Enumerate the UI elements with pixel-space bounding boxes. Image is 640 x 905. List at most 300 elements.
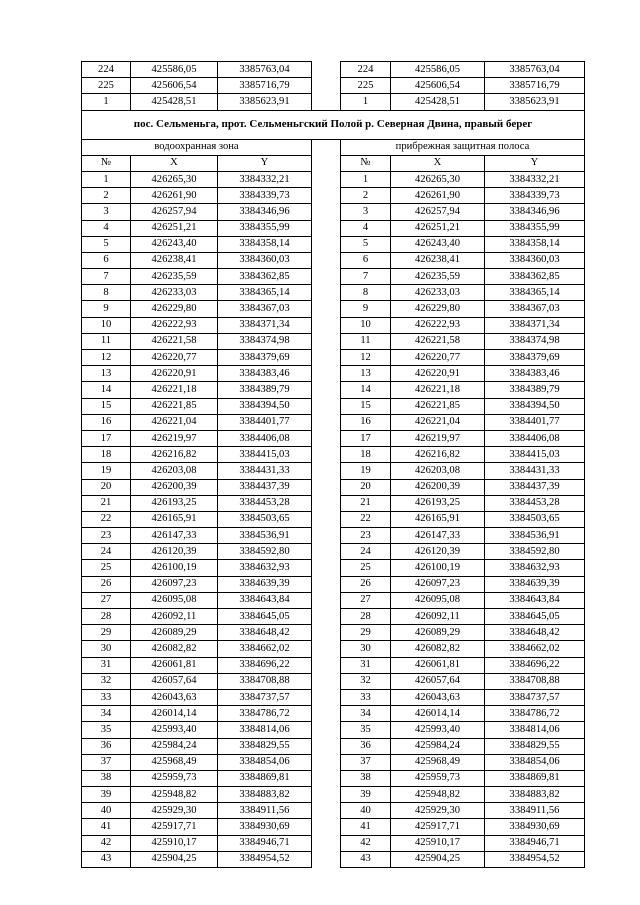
right-y-cell: 3384737,57 xyxy=(485,689,585,705)
left-num-cell: 38 xyxy=(82,770,131,786)
right-y-cell: 3384536,91 xyxy=(485,528,585,544)
left-x-cell: 426257,94 xyxy=(131,204,218,220)
table-row xyxy=(82,414,585,430)
left-y-cell: 3384346,96 xyxy=(218,204,312,220)
left-num-cell: 225 xyxy=(82,78,131,94)
right-y-cell: 3384379,69 xyxy=(485,350,585,366)
table-row xyxy=(82,722,585,738)
left-num-cell: 36 xyxy=(82,738,131,754)
left-x-cell: 425428,51 xyxy=(131,94,218,110)
left-num-cell: 41 xyxy=(82,819,131,835)
right-num-cell: 20 xyxy=(341,479,391,495)
right-y-cell: 3384415,03 xyxy=(485,447,585,463)
right-num-cell: 6 xyxy=(341,252,391,268)
right-num-cell: 1 xyxy=(341,171,391,187)
left-num-cell: 23 xyxy=(82,528,131,544)
left-x-cell: 426216,82 xyxy=(131,447,218,463)
column-gap xyxy=(312,544,341,560)
right-num-cell: 2 xyxy=(341,188,391,204)
table-row xyxy=(82,689,585,705)
left-y-cell: 3384954,52 xyxy=(218,851,312,867)
table-row xyxy=(82,317,585,333)
right-num-cell: 23 xyxy=(341,528,391,544)
right-x-cell: 426095,08 xyxy=(391,592,485,608)
left-y-cell: 3385716,79 xyxy=(218,78,312,94)
column-gap xyxy=(312,738,341,754)
left-num-cell: 9 xyxy=(82,301,131,317)
left-num-cell: 43 xyxy=(82,851,131,867)
left-num-cell: 26 xyxy=(82,576,131,592)
column-gap xyxy=(312,609,341,625)
right-x-cell: 426097,23 xyxy=(391,576,485,592)
left-y-cell: 3384632,93 xyxy=(218,560,312,576)
right-num-cell: 41 xyxy=(341,819,391,835)
right-x-cell: 425910,17 xyxy=(391,835,485,851)
right-num-cell: 37 xyxy=(341,754,391,770)
left-num-cell: 39 xyxy=(82,787,131,803)
column-gap xyxy=(312,317,341,333)
column-gap xyxy=(312,835,341,851)
left-y-cell: 3384389,79 xyxy=(218,382,312,398)
coordinates-document xyxy=(81,61,584,868)
right-num-cell: 43 xyxy=(341,851,391,867)
table-row xyxy=(82,236,585,252)
left-x-cell: 426265,30 xyxy=(131,171,218,187)
right-y-cell: 3384708,88 xyxy=(485,673,585,689)
left-y-cell: 3384332,21 xyxy=(218,171,312,187)
right-x-cell: 426043,63 xyxy=(391,689,485,705)
left-x-cell: 426097,23 xyxy=(131,576,218,592)
right-y-cell: 3384374,98 xyxy=(485,333,585,349)
right-x-cell: 426220,91 xyxy=(391,366,485,382)
left-x-cell: 426200,39 xyxy=(131,479,218,495)
right-num-cell: 3 xyxy=(341,204,391,220)
left-num-cell: 10 xyxy=(82,317,131,333)
right-x-cell: 426219,97 xyxy=(391,430,485,446)
left-x-cell: 426251,21 xyxy=(131,220,218,236)
right-y-cell: 3384911,56 xyxy=(485,803,585,819)
left-y-cell: 3384383,46 xyxy=(218,366,312,382)
column-gap xyxy=(312,673,341,689)
column-gap xyxy=(312,398,341,414)
right-num-cell: 29 xyxy=(341,625,391,641)
left-y-cell: 3384946,71 xyxy=(218,835,312,851)
table-row xyxy=(82,576,585,592)
column-gap xyxy=(312,366,341,382)
right-y-cell: 3384339,73 xyxy=(485,188,585,204)
column-gap xyxy=(312,301,341,317)
right-y-cell: 3384367,03 xyxy=(485,301,585,317)
left-x-cell: 426221,85 xyxy=(131,398,218,414)
table-row xyxy=(82,625,585,641)
right-y-cell: 3385763,04 xyxy=(485,62,585,78)
right-x-cell: 425993,40 xyxy=(391,722,485,738)
right-x-cell: 426261,90 xyxy=(391,188,485,204)
table-row xyxy=(82,366,585,382)
right-y-cell: 3384592,80 xyxy=(485,544,585,560)
right-caption: прибрежная защитная полоса xyxy=(341,139,585,155)
column-gap xyxy=(312,819,341,835)
column-gap xyxy=(312,220,341,236)
section-title: пос. Сельменьга, прот. Сельменьгский Полой р. Северная Двина, правый берег xyxy=(82,110,585,139)
header-row xyxy=(82,155,585,171)
right-y-cell: 3384362,85 xyxy=(485,269,585,285)
column-gap xyxy=(312,463,341,479)
right-x-header: X xyxy=(391,155,485,171)
right-y-cell: 3384437,39 xyxy=(485,479,585,495)
right-y-cell: 3384869,81 xyxy=(485,770,585,786)
left-x-cell: 425993,40 xyxy=(131,722,218,738)
table-row xyxy=(82,333,585,349)
right-x-cell: 425606,54 xyxy=(391,78,485,94)
left-y-cell: 3385623,91 xyxy=(218,94,312,110)
left-x-cell: 426089,29 xyxy=(131,625,218,641)
left-num-cell: 40 xyxy=(82,803,131,819)
left-num-cell: 2 xyxy=(82,188,131,204)
right-num-cell: 9 xyxy=(341,301,391,317)
left-num-cell: 42 xyxy=(82,835,131,851)
left-x-cell: 425910,17 xyxy=(131,835,218,851)
table-row xyxy=(82,220,585,236)
right-x-cell: 425948,82 xyxy=(391,787,485,803)
right-x-cell: 426229,80 xyxy=(391,301,485,317)
right-x-cell: 425959,73 xyxy=(391,770,485,786)
left-num-cell: 5 xyxy=(82,236,131,252)
caption-row xyxy=(82,139,585,155)
right-num-cell: 224 xyxy=(341,62,391,78)
left-x-cell: 425984,24 xyxy=(131,738,218,754)
table-row xyxy=(82,188,585,204)
table-row xyxy=(82,770,585,786)
left-y-cell: 3384708,88 xyxy=(218,673,312,689)
right-x-cell: 425968,49 xyxy=(391,754,485,770)
right-num-cell: 38 xyxy=(341,770,391,786)
left-x-cell: 426220,77 xyxy=(131,350,218,366)
right-x-cell: 426235,59 xyxy=(391,269,485,285)
right-y-cell: 3384883,82 xyxy=(485,787,585,803)
table-row xyxy=(82,641,585,657)
left-y-cell: 3384643,84 xyxy=(218,592,312,608)
table-row xyxy=(82,78,585,94)
table-row xyxy=(82,479,585,495)
right-y-cell: 3384358,14 xyxy=(485,236,585,252)
left-num-cell: 13 xyxy=(82,366,131,382)
left-y-cell: 3384696,22 xyxy=(218,657,312,673)
left-x-cell: 425968,49 xyxy=(131,754,218,770)
left-y-cell: 3384379,69 xyxy=(218,350,312,366)
column-gap xyxy=(312,447,341,463)
right-y-cell: 3384360,03 xyxy=(485,252,585,268)
right-x-cell: 426216,82 xyxy=(391,447,485,463)
table-row xyxy=(82,511,585,527)
left-y-cell: 3384639,39 xyxy=(218,576,312,592)
right-x-cell: 426082,82 xyxy=(391,641,485,657)
right-x-cell: 426243,40 xyxy=(391,236,485,252)
table-row xyxy=(82,819,585,835)
right-y-cell: 3384365,14 xyxy=(485,285,585,301)
right-x-cell: 425586,05 xyxy=(391,62,485,78)
left-y-cell: 3384339,73 xyxy=(218,188,312,204)
right-x-cell: 426265,30 xyxy=(391,171,485,187)
table-row xyxy=(82,301,585,317)
column-gap xyxy=(312,285,341,301)
coordinate-rows xyxy=(82,171,585,867)
left-num-cell: 6 xyxy=(82,252,131,268)
left-x-cell: 426221,18 xyxy=(131,382,218,398)
left-y-cell: 3384854,06 xyxy=(218,754,312,770)
column-gap xyxy=(312,511,341,527)
table-row xyxy=(82,803,585,819)
table-row xyxy=(82,706,585,722)
column-gap xyxy=(312,528,341,544)
right-num-cell: 7 xyxy=(341,269,391,285)
left-x-cell: 426221,58 xyxy=(131,333,218,349)
column-gap xyxy=(312,236,341,252)
column-gap xyxy=(312,722,341,738)
left-y-cell: 3384406,08 xyxy=(218,430,312,446)
left-num-cell: 24 xyxy=(82,544,131,560)
table-row xyxy=(82,544,585,560)
right-y-cell: 3384346,96 xyxy=(485,204,585,220)
left-num-cell: 31 xyxy=(82,657,131,673)
left-y-cell: 3384883,82 xyxy=(218,787,312,803)
right-y-cell: 3384371,34 xyxy=(485,317,585,333)
left-x-cell: 426243,40 xyxy=(131,236,218,252)
left-x-cell: 426220,91 xyxy=(131,366,218,382)
right-y-cell: 3384854,06 xyxy=(485,754,585,770)
left-x-cell: 426061,81 xyxy=(131,657,218,673)
coordinates-table xyxy=(81,61,585,868)
right-y-cell: 3385716,79 xyxy=(485,78,585,94)
right-num-cell: 35 xyxy=(341,722,391,738)
table-row xyxy=(82,463,585,479)
right-num-cell: 36 xyxy=(341,738,391,754)
right-num-cell: 4 xyxy=(341,220,391,236)
right-x-cell: 425917,71 xyxy=(391,819,485,835)
column-gap xyxy=(312,495,341,511)
left-y-cell: 3385763,04 xyxy=(218,62,312,78)
right-y-cell: 3384829,55 xyxy=(485,738,585,754)
column-gap xyxy=(312,269,341,285)
table-row xyxy=(82,657,585,673)
right-x-cell: 426057,64 xyxy=(391,673,485,689)
column-gap xyxy=(312,94,341,110)
right-x-cell: 426089,29 xyxy=(391,625,485,641)
column-gap xyxy=(312,155,341,171)
left-x-cell: 426043,63 xyxy=(131,689,218,705)
right-num-cell: 28 xyxy=(341,609,391,625)
right-y-cell: 3384930,69 xyxy=(485,819,585,835)
column-gap xyxy=(312,576,341,592)
right-x-cell: 426233,03 xyxy=(391,285,485,301)
right-y-cell: 3384632,93 xyxy=(485,560,585,576)
right-y-cell: 3384453,28 xyxy=(485,495,585,511)
table-row xyxy=(82,62,585,78)
right-num-cell: 31 xyxy=(341,657,391,673)
left-num-cell: 17 xyxy=(82,430,131,446)
left-x-cell: 426233,03 xyxy=(131,285,218,301)
left-num-cell: 21 xyxy=(82,495,131,511)
right-num-cell: 34 xyxy=(341,706,391,722)
left-x-cell: 426238,41 xyxy=(131,252,218,268)
right-x-cell: 426222,93 xyxy=(391,317,485,333)
right-y-cell: 3384394,50 xyxy=(485,398,585,414)
right-x-cell: 426193,25 xyxy=(391,495,485,511)
table-row xyxy=(82,171,585,187)
left-x-header: X xyxy=(131,155,218,171)
left-x-cell: 426229,80 xyxy=(131,301,218,317)
left-x-cell: 425606,54 xyxy=(131,78,218,94)
left-y-cell: 3384415,03 xyxy=(218,447,312,463)
left-x-cell: 425917,71 xyxy=(131,819,218,835)
right-x-cell: 426221,85 xyxy=(391,398,485,414)
left-num-cell: 22 xyxy=(82,511,131,527)
left-x-cell: 426235,59 xyxy=(131,269,218,285)
left-y-cell: 3384786,72 xyxy=(218,706,312,722)
left-num-cell: 20 xyxy=(82,479,131,495)
table-row xyxy=(82,252,585,268)
column-gap xyxy=(312,62,341,78)
right-y-cell: 3384355,99 xyxy=(485,220,585,236)
right-num-cell: 12 xyxy=(341,350,391,366)
left-y-cell: 3384453,28 xyxy=(218,495,312,511)
column-gap xyxy=(312,414,341,430)
right-y-cell: 3384814,06 xyxy=(485,722,585,738)
table-row xyxy=(82,528,585,544)
right-y-cell: 3384946,71 xyxy=(485,835,585,851)
left-x-cell: 426092,11 xyxy=(131,609,218,625)
right-y-cell: 3384406,08 xyxy=(485,430,585,446)
left-x-cell: 425959,73 xyxy=(131,770,218,786)
table-row xyxy=(82,851,585,867)
column-gap xyxy=(312,592,341,608)
column-gap xyxy=(312,706,341,722)
left-y-cell: 3384394,50 xyxy=(218,398,312,414)
right-num-cell: 24 xyxy=(341,544,391,560)
left-x-cell: 426095,08 xyxy=(131,592,218,608)
right-x-cell: 426238,41 xyxy=(391,252,485,268)
left-num-cell: 16 xyxy=(82,414,131,430)
right-y-cell: 3384639,39 xyxy=(485,576,585,592)
right-num-cell: 39 xyxy=(341,787,391,803)
column-gap xyxy=(312,252,341,268)
right-num-cell: 19 xyxy=(341,463,391,479)
left-y-cell: 3384648,42 xyxy=(218,625,312,641)
left-y-cell: 3384869,81 xyxy=(218,770,312,786)
right-x-cell: 426221,04 xyxy=(391,414,485,430)
right-x-cell: 425904,25 xyxy=(391,851,485,867)
right-y-header: Y xyxy=(485,155,585,171)
right-y-cell: 3384401,77 xyxy=(485,414,585,430)
left-x-cell: 426261,90 xyxy=(131,188,218,204)
right-x-cell: 426203,08 xyxy=(391,463,485,479)
right-num-cell: 1 xyxy=(341,94,391,110)
left-x-cell: 425948,82 xyxy=(131,787,218,803)
column-gap xyxy=(312,188,341,204)
column-gap xyxy=(312,204,341,220)
left-num-cell: 7 xyxy=(82,269,131,285)
right-num-cell: 10 xyxy=(341,317,391,333)
left-x-cell: 426193,25 xyxy=(131,495,218,511)
left-y-cell: 3384358,14 xyxy=(218,236,312,252)
table-row xyxy=(82,204,585,220)
right-x-cell: 425984,24 xyxy=(391,738,485,754)
left-y-cell: 3384367,03 xyxy=(218,301,312,317)
table-row xyxy=(82,738,585,754)
left-y-cell: 3384829,55 xyxy=(218,738,312,754)
left-y-cell: 3384814,06 xyxy=(218,722,312,738)
table-row xyxy=(82,835,585,851)
column-gap xyxy=(312,803,341,819)
column-gap xyxy=(312,689,341,705)
left-num-cell: 11 xyxy=(82,333,131,349)
table-row xyxy=(82,430,585,446)
left-num-cell: 12 xyxy=(82,350,131,366)
table-row xyxy=(82,447,585,463)
column-gap xyxy=(312,754,341,770)
right-x-cell: 426257,94 xyxy=(391,204,485,220)
left-num-cell: 3 xyxy=(82,204,131,220)
left-x-cell: 426147,33 xyxy=(131,528,218,544)
right-x-cell: 426147,33 xyxy=(391,528,485,544)
left-num-cell: 28 xyxy=(82,609,131,625)
right-x-cell: 426014,14 xyxy=(391,706,485,722)
left-num-cell: 1 xyxy=(82,171,131,187)
left-x-cell: 426120,39 xyxy=(131,544,218,560)
right-num-cell: 5 xyxy=(341,236,391,252)
right-y-cell: 3384645,05 xyxy=(485,609,585,625)
right-x-cell: 426100,19 xyxy=(391,560,485,576)
left-num-cell: 18 xyxy=(82,447,131,463)
left-y-cell: 3384362,85 xyxy=(218,269,312,285)
table-row xyxy=(82,94,585,110)
table-row xyxy=(82,754,585,770)
right-y-cell: 3384332,21 xyxy=(485,171,585,187)
left-x-cell: 426219,97 xyxy=(131,430,218,446)
left-x-cell: 425586,05 xyxy=(131,62,218,78)
right-num-cell: 18 xyxy=(341,447,391,463)
table-row xyxy=(82,495,585,511)
right-num-cell: 26 xyxy=(341,576,391,592)
right-y-cell: 3384954,52 xyxy=(485,851,585,867)
right-num-cell: 11 xyxy=(341,333,391,349)
left-num-cell: 25 xyxy=(82,560,131,576)
right-num-cell: 14 xyxy=(341,382,391,398)
column-gap xyxy=(312,139,341,155)
left-y-cell: 3384431,33 xyxy=(218,463,312,479)
column-gap xyxy=(312,382,341,398)
left-y-cell: 3384737,57 xyxy=(218,689,312,705)
left-num-cell: 27 xyxy=(82,592,131,608)
left-num-cell: 29 xyxy=(82,625,131,641)
right-y-cell: 3384648,42 xyxy=(485,625,585,641)
left-num-cell: 14 xyxy=(82,382,131,398)
right-y-cell: 3385623,91 xyxy=(485,94,585,110)
right-x-cell: 425428,51 xyxy=(391,94,485,110)
column-gap xyxy=(312,78,341,94)
column-gap xyxy=(312,851,341,867)
right-y-cell: 3384696,22 xyxy=(485,657,585,673)
left-y-cell: 3384645,05 xyxy=(218,609,312,625)
right-num-cell: 16 xyxy=(341,414,391,430)
right-num-cell: 8 xyxy=(341,285,391,301)
previous-section-tail xyxy=(82,62,585,111)
left-x-cell: 426082,82 xyxy=(131,641,218,657)
table-row xyxy=(82,592,585,608)
right-x-cell: 426165,91 xyxy=(391,511,485,527)
right-y-cell: 3384786,72 xyxy=(485,706,585,722)
left-y-header: Y xyxy=(218,155,312,171)
